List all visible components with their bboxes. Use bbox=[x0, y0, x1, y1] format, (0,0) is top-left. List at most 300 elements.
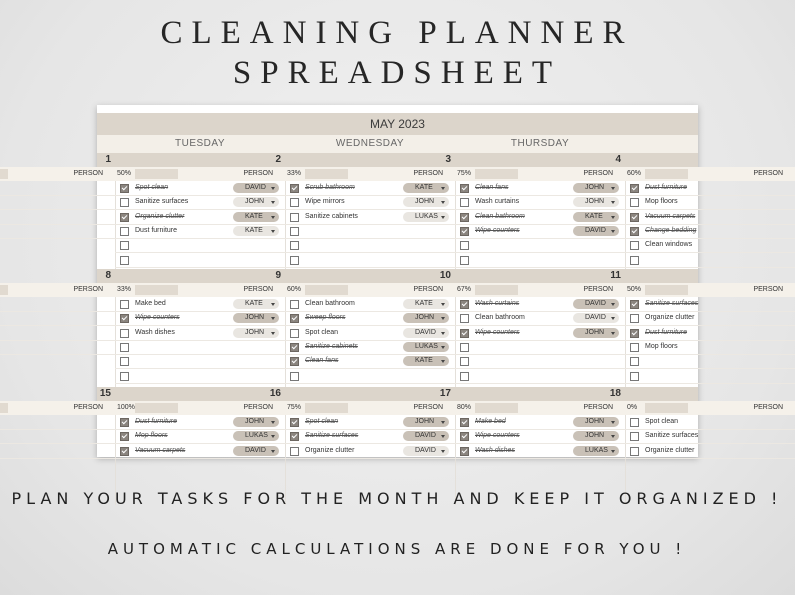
progress-row bbox=[285, 401, 455, 415]
task-checkbox[interactable] bbox=[290, 329, 299, 338]
person-column-header: PERSON bbox=[753, 404, 783, 411]
person-dropdown[interactable] bbox=[573, 226, 619, 236]
task-name[interactable]: Dust furniture bbox=[135, 418, 178, 425]
task-checkbox[interactable] bbox=[120, 329, 129, 338]
task-checkbox[interactable] bbox=[290, 184, 299, 193]
day-number: 16 bbox=[269, 388, 281, 399]
person-dropdown[interactable] bbox=[573, 197, 619, 207]
task-checkbox[interactable] bbox=[290, 432, 299, 441]
person-name: JOHN bbox=[585, 198, 605, 206]
task-row bbox=[455, 195, 625, 210]
task-name[interactable]: Organize clutter bbox=[305, 446, 355, 454]
person-dropdown[interactable] bbox=[233, 226, 279, 236]
task-row bbox=[115, 297, 285, 312]
task-name[interactable]: Make bed bbox=[475, 418, 506, 425]
day-cell bbox=[0, 153, 115, 271]
task-name[interactable]: Organize clutter bbox=[135, 212, 185, 220]
task-name[interactable]: Spot clean bbox=[305, 328, 339, 336]
task-name[interactable]: Wash curtains bbox=[475, 300, 520, 307]
task-checkbox[interactable] bbox=[460, 329, 469, 338]
progress-bar bbox=[475, 285, 518, 295]
person-name: DAVID bbox=[415, 432, 436, 440]
person-name: JOHN bbox=[585, 418, 605, 425]
task-row bbox=[0, 181, 115, 196]
task-row bbox=[285, 210, 455, 225]
task-row bbox=[625, 326, 795, 341]
person-name: JOHN bbox=[245, 418, 265, 425]
completion-percent: 100% bbox=[117, 404, 135, 411]
day-cell bbox=[625, 269, 795, 387]
task-row bbox=[625, 224, 795, 239]
task-row bbox=[285, 195, 455, 210]
person-dropdown[interactable] bbox=[403, 356, 449, 366]
task-checkbox[interactable] bbox=[630, 357, 639, 366]
progress-row bbox=[285, 167, 455, 181]
progress-row bbox=[625, 401, 795, 415]
person-dropdown[interactable] bbox=[233, 212, 279, 222]
task-checkbox[interactable] bbox=[290, 227, 299, 236]
task-name[interactable]: Wash dishes bbox=[135, 328, 175, 336]
progress-row bbox=[0, 283, 115, 297]
task-row bbox=[625, 297, 795, 312]
task-name[interactable]: Vacuum carpets bbox=[645, 212, 696, 220]
person-column-header: PERSON bbox=[413, 170, 443, 177]
planner-spreadsheet bbox=[73, 105, 783, 457]
task-checkbox[interactable] bbox=[630, 184, 639, 193]
person-dropdown[interactable] bbox=[403, 299, 449, 309]
task-name[interactable]: Clean bathroom bbox=[305, 300, 355, 307]
task-row bbox=[115, 354, 285, 369]
task-checkbox[interactable] bbox=[630, 213, 639, 222]
task-name[interactable]: Clean windows bbox=[645, 241, 693, 249]
task-checkbox[interactable] bbox=[290, 447, 299, 456]
task-row bbox=[625, 444, 795, 459]
task-checkbox[interactable] bbox=[120, 241, 129, 250]
task-row bbox=[0, 224, 115, 239]
task-checkbox[interactable] bbox=[460, 213, 469, 222]
day-cell bbox=[455, 269, 625, 387]
task-row bbox=[115, 238, 285, 253]
task-checkbox[interactable] bbox=[460, 241, 469, 250]
person-name: KATE bbox=[415, 300, 433, 307]
week-row bbox=[73, 269, 783, 387]
person-name: JOHN bbox=[415, 418, 435, 425]
person-dropdown[interactable] bbox=[233, 431, 279, 441]
task-name[interactable]: Vacuum carpets bbox=[135, 446, 186, 454]
task-name[interactable]: Wipe counters bbox=[475, 328, 520, 336]
person-column-header: PERSON bbox=[583, 404, 613, 411]
task-name[interactable]: Spot clean bbox=[645, 418, 679, 425]
day-number: 11 bbox=[610, 270, 621, 281]
task-row bbox=[455, 253, 625, 268]
person-name: JOHN bbox=[415, 314, 435, 322]
task-checkbox[interactable] bbox=[630, 241, 639, 250]
task-row bbox=[625, 210, 795, 225]
person-dropdown[interactable] bbox=[573, 183, 619, 193]
person-dropdown[interactable] bbox=[233, 197, 279, 207]
person-dropdown[interactable] bbox=[573, 417, 619, 427]
task-row bbox=[115, 340, 285, 355]
day-cell bbox=[0, 387, 115, 505]
task-row bbox=[455, 326, 625, 341]
person-column-header: PERSON bbox=[583, 286, 613, 293]
task-row bbox=[455, 444, 625, 459]
task-checkbox[interactable] bbox=[290, 198, 299, 207]
day-header-thursday: THURSDAY bbox=[455, 135, 625, 153]
person-dropdown[interactable] bbox=[233, 299, 279, 309]
page-title-line2: SPREADSHEET bbox=[232, 55, 562, 91]
task-row bbox=[455, 224, 625, 239]
task-name[interactable]: Mop floors bbox=[135, 432, 168, 440]
task-name[interactable]: Clean bathroom bbox=[475, 212, 525, 220]
progress-bar bbox=[0, 403, 8, 413]
completion-percent: 67% bbox=[457, 286, 472, 293]
task-row bbox=[0, 311, 115, 326]
person-column-header: PERSON bbox=[243, 404, 273, 411]
task-checkbox[interactable] bbox=[290, 241, 299, 250]
task-checkbox[interactable] bbox=[460, 256, 469, 265]
task-checkbox[interactable] bbox=[460, 314, 469, 323]
task-row bbox=[285, 369, 455, 384]
day-header-right bbox=[625, 135, 698, 153]
task-row bbox=[115, 195, 285, 210]
task-name[interactable]: Clean fans bbox=[305, 357, 339, 365]
task-name[interactable]: Clean bathroom bbox=[475, 314, 525, 322]
task-name[interactable]: Dust furniture bbox=[135, 226, 178, 234]
person-name: JOHN bbox=[245, 328, 265, 336]
day-cell bbox=[285, 387, 455, 505]
person-dropdown[interactable] bbox=[233, 183, 279, 193]
task-checkbox[interactable] bbox=[630, 300, 639, 309]
person-column-header: PERSON bbox=[413, 286, 443, 293]
task-name[interactable]: Dust furniture bbox=[645, 184, 688, 191]
person-dropdown[interactable] bbox=[573, 313, 619, 323]
completion-percent: 0% bbox=[627, 404, 638, 411]
task-row bbox=[285, 253, 455, 268]
task-row bbox=[625, 429, 795, 444]
task-row bbox=[625, 354, 795, 369]
task-name[interactable]: Clean fans bbox=[475, 184, 509, 191]
day-number: 15 bbox=[99, 388, 111, 399]
person-name: KATE bbox=[415, 357, 433, 365]
task-row bbox=[625, 238, 795, 253]
task-row bbox=[625, 311, 795, 326]
task-name[interactable]: Make bed bbox=[135, 300, 166, 307]
day-cell bbox=[455, 153, 625, 271]
task-checkbox[interactable] bbox=[460, 418, 469, 427]
person-dropdown[interactable] bbox=[233, 313, 279, 323]
day-cell bbox=[285, 153, 455, 271]
person-dropdown[interactable] bbox=[403, 342, 449, 352]
day-cell bbox=[625, 153, 795, 271]
task-row bbox=[285, 181, 455, 196]
progress-bar bbox=[135, 285, 178, 295]
progress-bar bbox=[475, 403, 518, 413]
task-checkbox[interactable] bbox=[630, 198, 639, 207]
task-checkbox[interactable] bbox=[120, 198, 129, 207]
task-name[interactable]: Spot clean bbox=[305, 418, 339, 425]
task-row bbox=[285, 311, 455, 326]
task-row bbox=[455, 311, 625, 326]
task-checkbox[interactable] bbox=[120, 213, 129, 222]
task-checkbox[interactable] bbox=[460, 432, 469, 441]
task-checkbox[interactable] bbox=[630, 343, 639, 352]
progress-bar bbox=[135, 169, 178, 179]
day-number: 17 bbox=[439, 388, 451, 399]
task-name[interactable]: Wipe counters bbox=[475, 226, 520, 234]
progress-row bbox=[455, 283, 625, 297]
task-checkbox[interactable] bbox=[120, 184, 129, 193]
person-dropdown[interactable] bbox=[403, 197, 449, 207]
person-name: KATE bbox=[245, 226, 263, 234]
person-column-header: PERSON bbox=[583, 170, 613, 177]
day-cell bbox=[455, 387, 625, 505]
task-name[interactable]: Sanitize surfaces bbox=[645, 432, 699, 440]
completion-percent: 33% bbox=[287, 170, 302, 177]
task-name[interactable]: Sanitize cabinets bbox=[305, 342, 358, 350]
task-row bbox=[0, 195, 115, 210]
day-cell bbox=[115, 387, 285, 505]
task-name[interactable]: Organize clutter bbox=[645, 446, 695, 454]
task-row bbox=[455, 415, 625, 430]
person-name: LUKAS bbox=[415, 212, 438, 220]
tagline-plan: PLAN YOUR TASKS FOR THE MONTH AND KEEP IT ORGANIZED ! bbox=[11, 489, 783, 508]
person-name: JOHN bbox=[585, 432, 605, 440]
task-name[interactable]: Spot clean bbox=[135, 184, 169, 191]
task-name[interactable]: Organize clutter bbox=[645, 314, 695, 322]
task-checkbox[interactable] bbox=[290, 357, 299, 366]
task-name[interactable]: Mop floors bbox=[645, 198, 678, 206]
person-name: LUKAS bbox=[585, 446, 608, 454]
task-checkbox[interactable] bbox=[460, 372, 469, 381]
task-name[interactable]: Change bedding bbox=[645, 226, 697, 234]
task-row bbox=[455, 369, 625, 384]
task-row bbox=[455, 181, 625, 196]
task-name[interactable]: Dust furniture bbox=[645, 328, 688, 336]
person-dropdown[interactable] bbox=[403, 313, 449, 323]
person-dropdown[interactable] bbox=[233, 328, 279, 338]
person-name: JOHN bbox=[585, 328, 605, 336]
progress-row bbox=[0, 167, 115, 181]
day-number: 3 bbox=[445, 154, 451, 165]
progress-bar bbox=[475, 169, 518, 179]
task-checkbox[interactable] bbox=[120, 343, 129, 352]
task-checkbox[interactable] bbox=[290, 343, 299, 352]
progress-row bbox=[625, 167, 795, 181]
task-row bbox=[285, 297, 455, 312]
person-dropdown[interactable] bbox=[233, 446, 279, 456]
task-name[interactable]: Scrub bathroom bbox=[305, 184, 355, 191]
task-checkbox[interactable] bbox=[120, 418, 129, 427]
person-name: KATE bbox=[245, 212, 263, 220]
person-column-header: PERSON bbox=[413, 404, 443, 411]
task-row bbox=[455, 429, 625, 444]
task-name[interactable]: Sanitize surfaces bbox=[135, 198, 189, 206]
progress-bar bbox=[645, 169, 688, 179]
day-number: 2 bbox=[275, 154, 281, 165]
task-name[interactable]: Sanitize cabinets bbox=[305, 212, 358, 220]
task-row bbox=[285, 224, 455, 239]
task-name[interactable]: Sweep floors bbox=[305, 314, 346, 322]
task-row bbox=[115, 253, 285, 268]
task-name[interactable]: Sanitize surfaces bbox=[305, 432, 359, 440]
task-row bbox=[115, 224, 285, 239]
task-row bbox=[0, 210, 115, 225]
task-row bbox=[0, 415, 115, 430]
task-row bbox=[625, 340, 795, 355]
progress-bar bbox=[305, 285, 348, 295]
progress-bar bbox=[135, 403, 178, 413]
person-column-header: PERSON bbox=[73, 170, 103, 177]
task-checkbox[interactable] bbox=[630, 256, 639, 265]
person-dropdown[interactable] bbox=[573, 431, 619, 441]
person-name: KATE bbox=[415, 184, 433, 191]
task-checkbox[interactable] bbox=[290, 372, 299, 381]
task-name[interactable]: Wipe counters bbox=[135, 314, 180, 322]
completion-percent: 50% bbox=[117, 170, 132, 177]
task-row bbox=[625, 253, 795, 268]
task-row bbox=[625, 195, 795, 210]
person-dropdown[interactable] bbox=[573, 212, 619, 222]
task-row bbox=[285, 444, 455, 459]
task-checkbox[interactable] bbox=[460, 198, 469, 207]
week-row bbox=[73, 153, 783, 271]
task-checkbox[interactable] bbox=[460, 300, 469, 309]
progress-bar bbox=[0, 285, 8, 295]
progress-row bbox=[625, 283, 795, 297]
person-column-header: PERSON bbox=[753, 286, 783, 293]
task-checkbox[interactable] bbox=[630, 329, 639, 338]
task-checkbox[interactable] bbox=[120, 372, 129, 381]
task-row bbox=[0, 429, 115, 444]
task-row bbox=[0, 297, 115, 312]
person-name: DAVID bbox=[585, 300, 606, 307]
person-dropdown[interactable] bbox=[403, 328, 449, 338]
completion-percent: 60% bbox=[287, 286, 302, 293]
task-checkbox[interactable] bbox=[460, 357, 469, 366]
task-name[interactable]: Sanitize surfaces bbox=[645, 300, 699, 307]
task-checkbox[interactable] bbox=[120, 300, 129, 309]
task-checkbox[interactable] bbox=[290, 256, 299, 265]
task-name[interactable]: Wipe counters bbox=[475, 432, 520, 440]
person-name: DAVID bbox=[585, 226, 606, 234]
day-header-wednesday: WEDNESDAY bbox=[285, 135, 455, 153]
task-checkbox[interactable] bbox=[630, 227, 639, 236]
person-column-header: PERSON bbox=[753, 170, 783, 177]
task-checkbox[interactable] bbox=[290, 213, 299, 222]
task-row bbox=[115, 429, 285, 444]
day-number: 9 bbox=[275, 270, 281, 281]
day-number: 8 bbox=[105, 270, 111, 281]
task-row bbox=[285, 340, 455, 355]
progress-bar bbox=[645, 403, 688, 413]
person-name: KATE bbox=[245, 300, 263, 307]
task-name[interactable]: Wash curtains bbox=[475, 198, 520, 206]
task-checkbox[interactable] bbox=[630, 418, 639, 427]
person-dropdown[interactable] bbox=[403, 183, 449, 193]
task-name[interactable]: Wash dishes bbox=[475, 446, 515, 454]
task-checkbox[interactable] bbox=[120, 447, 129, 456]
progress-row bbox=[0, 401, 115, 415]
task-name[interactable]: Mop floors bbox=[645, 342, 678, 350]
task-row bbox=[115, 326, 285, 341]
month-header: MAY 2023 bbox=[97, 113, 698, 135]
person-dropdown[interactable] bbox=[403, 417, 449, 427]
task-checkbox[interactable] bbox=[460, 447, 469, 456]
person-dropdown[interactable] bbox=[403, 212, 449, 222]
task-name[interactable]: Wipe mirrors bbox=[305, 198, 345, 206]
person-name: JOHN bbox=[415, 198, 435, 206]
task-row bbox=[0, 444, 115, 459]
person-name: DAVID bbox=[415, 446, 436, 454]
day-cell bbox=[115, 269, 285, 387]
person-name: JOHN bbox=[585, 184, 605, 191]
task-checkbox[interactable] bbox=[120, 432, 129, 441]
task-row bbox=[285, 429, 455, 444]
task-row bbox=[455, 210, 625, 225]
person-name: JOHN bbox=[245, 198, 265, 206]
task-checkbox[interactable] bbox=[460, 184, 469, 193]
day-number: 1 bbox=[105, 154, 111, 165]
progress-row bbox=[115, 167, 285, 181]
completion-percent: 75% bbox=[457, 170, 472, 177]
person-name: JOHN bbox=[245, 314, 265, 322]
task-checkbox[interactable] bbox=[290, 314, 299, 323]
person-name: LUKAS bbox=[245, 432, 268, 440]
task-checkbox[interactable] bbox=[460, 227, 469, 236]
person-name: KATE bbox=[585, 212, 603, 220]
person-dropdown[interactable] bbox=[573, 446, 619, 456]
day-number: 18 bbox=[609, 388, 621, 399]
page-title-line1: CLEANING PLANNER bbox=[160, 15, 634, 51]
progress-bar bbox=[645, 285, 688, 295]
task-row bbox=[285, 415, 455, 430]
task-row bbox=[115, 210, 285, 225]
task-checkbox[interactable] bbox=[120, 227, 129, 236]
progress-bar bbox=[305, 403, 348, 413]
task-row bbox=[0, 340, 115, 355]
task-checkbox[interactable] bbox=[290, 418, 299, 427]
task-checkbox[interactable] bbox=[630, 447, 639, 456]
progress-bar bbox=[0, 169, 8, 179]
person-dropdown[interactable] bbox=[233, 417, 279, 427]
completion-percent: 33% bbox=[117, 286, 132, 293]
task-checkbox[interactable] bbox=[120, 314, 129, 323]
task-checkbox[interactable] bbox=[630, 432, 639, 441]
person-dropdown[interactable] bbox=[403, 431, 449, 441]
task-checkbox[interactable] bbox=[290, 300, 299, 309]
person-name: DAVID bbox=[245, 446, 266, 454]
task-checkbox[interactable] bbox=[630, 372, 639, 381]
progress-row bbox=[455, 167, 625, 181]
task-row bbox=[285, 326, 455, 341]
task-checkbox[interactable] bbox=[120, 256, 129, 265]
task-checkbox[interactable] bbox=[460, 343, 469, 352]
day-number: 10 bbox=[439, 270, 451, 281]
task-row bbox=[115, 311, 285, 326]
task-checkbox[interactable] bbox=[120, 357, 129, 366]
task-checkbox[interactable] bbox=[630, 314, 639, 323]
week-row bbox=[73, 387, 783, 505]
progress-row bbox=[115, 401, 285, 415]
person-name: DAVID bbox=[585, 314, 606, 322]
task-row bbox=[625, 369, 795, 384]
person-dropdown[interactable] bbox=[403, 446, 449, 456]
person-dropdown[interactable] bbox=[573, 299, 619, 309]
day-cell bbox=[115, 153, 285, 271]
person-name: DAVID bbox=[245, 184, 266, 191]
person-dropdown[interactable] bbox=[573, 328, 619, 338]
